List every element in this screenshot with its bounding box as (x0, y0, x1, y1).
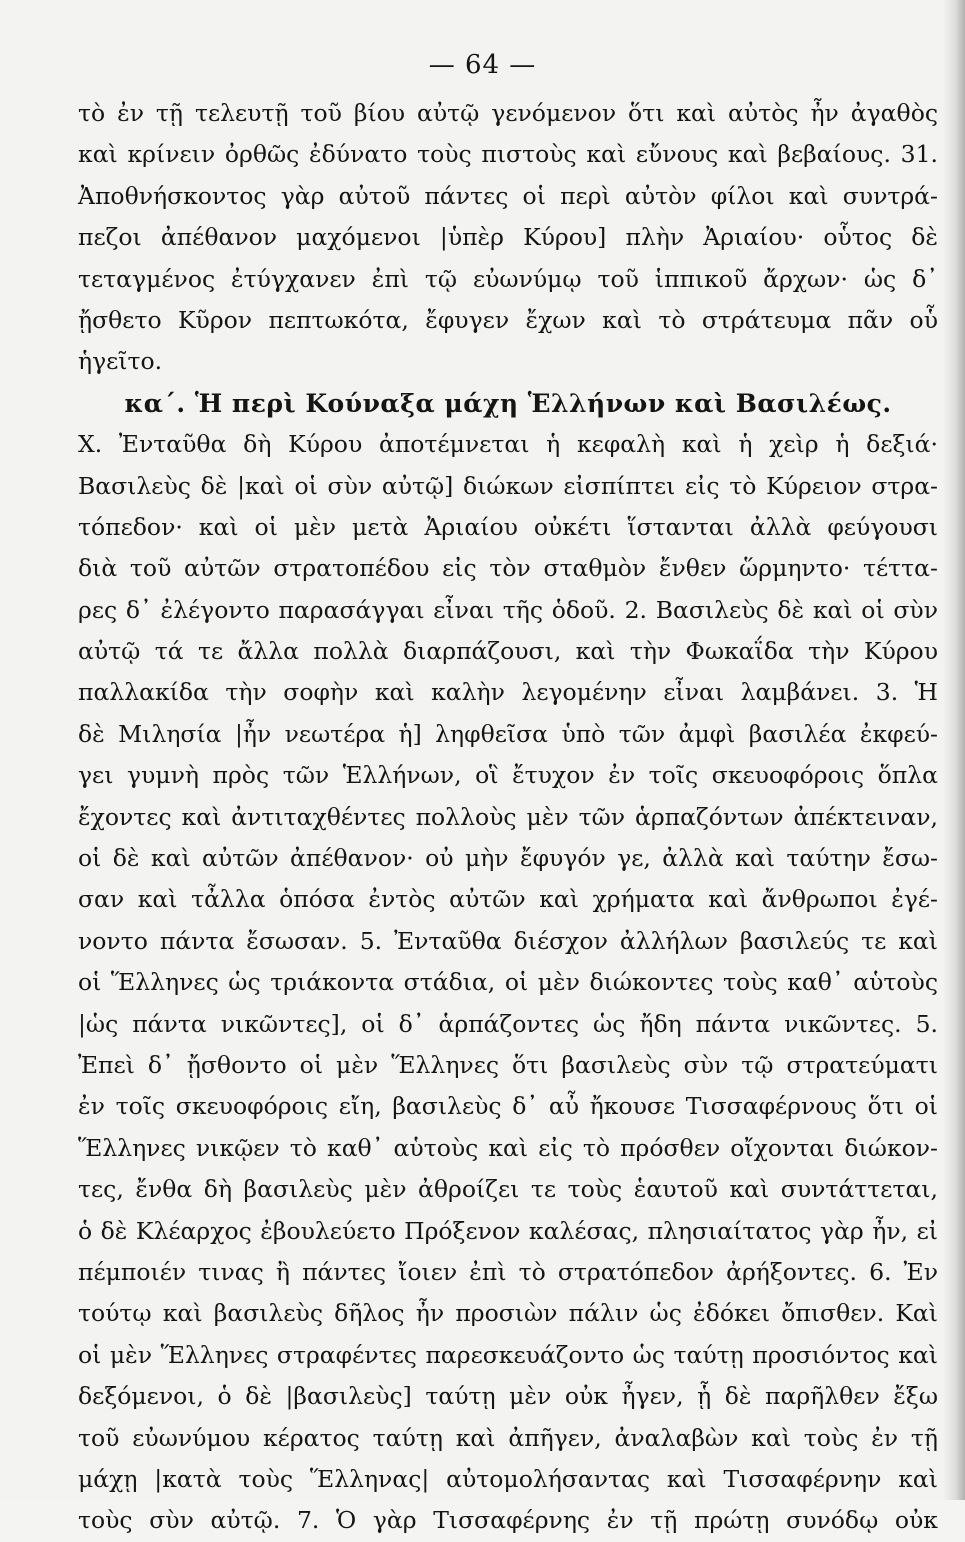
text-line: πεζοι ἀπέθανον μαχόμενοι |ὑπὲρ Κύρου] πλὴν Ἀριαίου· οὗτος δὲ (78, 223, 938, 252)
text-line: αὐτῷ τά τε ἄλλα πολλὰ διαρπάζουσι, καὶ τὴν Φωκαΐδα τὴν Κύρου (78, 637, 938, 666)
text-line: Ἐπεὶ δ᾽ ᾔσθοντο οἱ μὲν Ἕλληνες ὅτι βασιλεὺς σὺν τῷ στρατεύματι (78, 1050, 938, 1079)
text-line: τόπεδον· καὶ οἱ μὲν μετὰ Ἀριαίου οὐκέτι ἵστανται ἀλλὰ φεύγουσι (78, 512, 938, 541)
text-line: πέμποιέν τινας ἢ πάντες ἴοιεν ἐπὶ τὸ στρατόπεδον ἀρήξοντες. 6. Ἐν (78, 1257, 938, 1286)
text-line: |ὡς πάντα νικῶντες], οἱ δ᾽ ἁρπάζοντες ὡς ἤδη πάντα νικῶντες. 5. (78, 1009, 938, 1038)
text-line: τες, ἔνθα δὴ βασιλεὺς μὲν ἀθροίζει τε τοὺς ἑαυτοῦ καὶ συντάττεται, (78, 1175, 938, 1204)
text-line: γει γυμνὴ πρὸς τῶν Ἑλλήνων, οἳ ἔτυχον ἐν τοῖς σκευοφόροις ὅπλα (78, 761, 938, 790)
page-number: — 64 — (428, 50, 537, 80)
text-line: τὸ ἐν τῇ τελευτῇ τοῦ βίου αὐτῷ γενόμενον ὅτι καὶ αὐτὸς ἦν ἀγαθὸς (78, 99, 938, 127)
text-line: δεξόμενοι, ὁ δὲ |βασιλεὺς] ταύτῃ μὲν οὐκ ἦγεν, ᾗ δὲ παρῆλθεν ἔξω (78, 1382, 938, 1411)
text-line: X. Ἐνταῦθα δὴ Κύρου ἀποτέμνεται ἡ κεφαλὴ καὶ ἡ χεὶρ ἡ δεξιά· (78, 430, 938, 459)
text-line: οἱ μὲν Ἕλληνες στραφέντες παρεσκευάζοντο ὡς ταύτῃ προσιόντος καὶ (78, 1340, 938, 1369)
text-line: οἱ δὲ καὶ αὐτῶν ἀπέθανον· οὐ μὴν ἔφυγόν γε, ἀλλὰ καὶ ταύτην ἔσω- (78, 844, 938, 873)
text-line: ὁ δὲ Κλέαρχος ἐβουλεύετο Πρόξενον καλέσας, πλησιαίτατος γὰρ ἦν, εἰ (78, 1216, 938, 1245)
text-line: ᾔσθετο Κῦρον πεπτωκότα, ἔφυγεν ἔχων καὶ τὸ στράτευμα πᾶν οὗ (78, 305, 938, 334)
text-line: παλλακίδα τὴν σοφὴν καὶ καλὴν λεγομένην εἶναι λαμβάνει. 3. Ἡ (78, 678, 938, 707)
text-line: τοῦ εὐωνύμου κέρατος ταύτῃ καὶ ἀπῆγεν, ἀναλαβὼν καὶ τοὺς ἐν τῇ (78, 1423, 938, 1452)
text-line: τεταγμένος ἐτύγχανεν ἐπὶ τῷ εὐωνύμῳ τοῦ ἱππικοῦ ἄρχων· ὡς δ᾽ (78, 264, 938, 293)
text-line: νοντο πάντα ἔσωσαν. 5. Ἐνταῦθα διέσχον ἀλλήλων βασιλεύς τε καὶ (78, 926, 938, 955)
text-line: τούτῳ καὶ βασιλεὺς δῆλος ἦν προσιὼν πάλιν ὡς ἐδόκει ὄπισθεν. Καὶ (78, 1299, 938, 1328)
section-heading: κα΄. Ἡ περὶ Κούναξα μάχη Ἑλλήνων καὶ Βασιλέως. (124, 388, 892, 418)
text-line: Ἀποθνήσκοντος γὰρ αὐτοῦ πάντες οἱ περὶ αὐτὸν φίλοι καὶ συντρά- (78, 181, 938, 210)
text-line: μάχῃ |κατὰ τοὺς Ἕλληνας| αὐτομολήσαντας καὶ Τισσαφέρνην καὶ (78, 1464, 938, 1493)
text-line: ἐν τοῖς σκευοφόροις εἴη, βασιλεὺς δ᾽ αὖ ἤκουσε Τισσαφέρνους ὅτι οἱ (78, 1092, 938, 1121)
body-text (78, 93, 938, 1542)
text-line: ἔχοντες καὶ ἀντιταχθέντες πολλοὺς μὲν τῶν ἁρπαζόντων ἀπέκτειναν, (78, 802, 938, 831)
text-line: ἡγεῖτο. (78, 347, 163, 376)
text-line: οἱ Ἕλληνες ὡς τριάκοντα στάδια, οἱ μὲν διώκοντες τοὺς καθ᾽ αὑτοὺς (78, 968, 938, 997)
text-line: Βασιλεὺς δὲ |καὶ οἱ σὺν αὐτῷ] διώκων εἰσπίπτει εἰς τὸ Κύρειον στρα- (78, 471, 938, 500)
text-line: διὰ τοῦ αὐτῶν στρατοπέδου εἰς τὸν σταθμὸν ἔνθεν ὥρμηντο· τέττα- (78, 554, 938, 583)
text-line: καὶ κρίνειν ὀρθῶς ἐδύνατο τοὺς πιστοὺς καὶ εὔνους καὶ βεβαίους. 31. (78, 140, 938, 169)
text-line: σαν καὶ τἆλλα ὁπόσα ἐντὸς αὐτῶν καὶ χρήματα καὶ ἄνθρωποι ἐγέ- (78, 885, 938, 914)
text-line: Ἕλληνες νικῷεν τὸ καθ᾽ αὑτοὺς καὶ εἰς τὸ πρόσθεν οἴχονται διώκον- (78, 1133, 938, 1162)
text-line: ρες δ᾽ ἐλέγοντο παρασάγγαι εἶναι τῆς ὁδοῦ. 2. Βασιλεὺς δὲ καὶ οἱ σὺν (78, 595, 938, 624)
page-edge-shadow (943, 0, 965, 1500)
text-line: δὲ Μιλησία |ἦν νεωτέρα ἡ] ληφθεῖσα ὑπὸ τῶν ἀμφὶ βασιλέα ἐκφεύ- (78, 719, 938, 748)
text-line: τοὺς σὺν αὐτῷ. 7. Ὁ γὰρ Τισσαφέρνης ἐν τῇ πρώτῃ συνόδῳ οὐκ (78, 1506, 938, 1535)
